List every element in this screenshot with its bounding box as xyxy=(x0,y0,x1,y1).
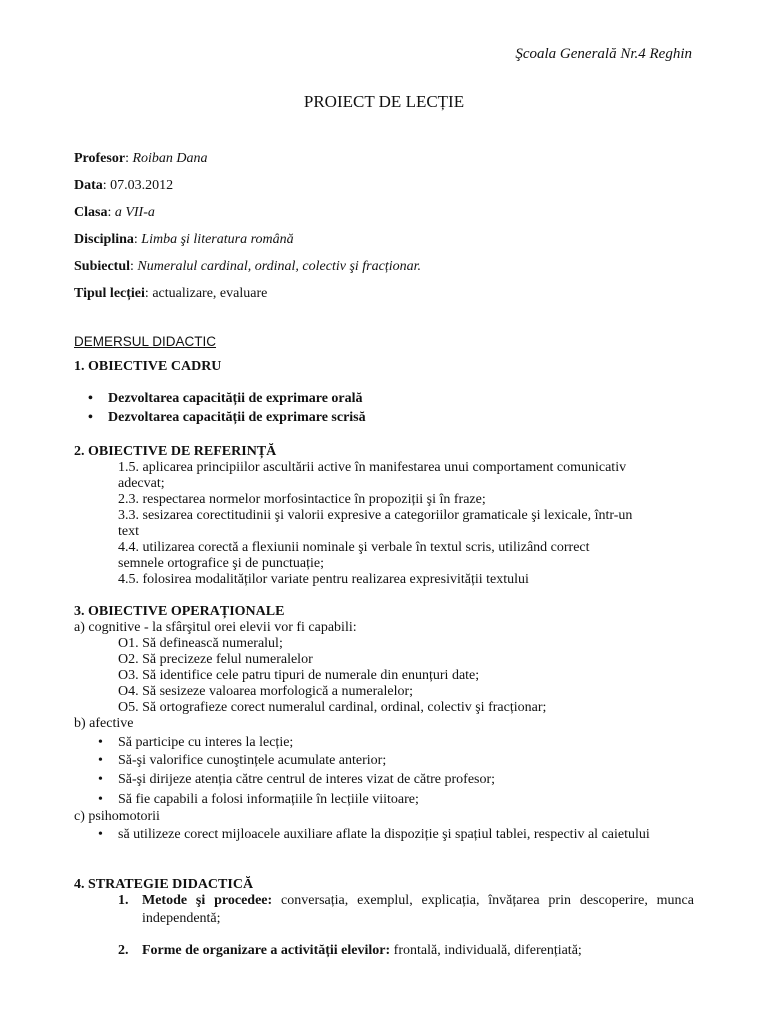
list-item: • Să-şi dirijeze atenția către centrul de interes vizat de către profesor; xyxy=(118,771,495,789)
list-item: 4.5. folosirea modalităților variate pentru realizarea expresivității textului xyxy=(118,572,529,587)
list-item: O5. Să ortografieze corect numeralul cardinal, ordinal, colectiv şi fracționar; xyxy=(118,700,547,715)
section-2-heading: 2. OBIECTIVE DE REFERINȚĂ xyxy=(74,444,277,459)
list-item: adecvat; xyxy=(118,476,165,491)
info-data: Data: 07.03.2012 xyxy=(74,178,174,193)
psihomotorii-label: c) psihomotorii xyxy=(74,809,160,824)
info-value: Numeralul cardinal, ordinal, colectiv şi fracționar. xyxy=(137,259,422,274)
section-3-heading: 3. OBIECTIVE OPERAȚIONALE xyxy=(74,604,285,619)
info-profesor: Profesor: Roiban Dana xyxy=(74,151,208,166)
list-item: O2. Să precizeze felul numeralelor xyxy=(118,652,313,667)
cognitive-label: a) cognitive - la sfârşitul orei elevii vor fi capabili: xyxy=(74,620,357,635)
section-1-heading: 1. OBIECTIVE CADRU xyxy=(74,359,222,374)
strategy-value: conversația, exemplul, explicația, învățarea prin descoperire, munca independentă; xyxy=(142,893,694,926)
list-item: 4.4. utilizarea corectă a flexiunii nominale şi verbale în textul scris, utilizând correct xyxy=(118,540,590,555)
list-item: 1.5. aplicarea principiilor ascultării active în manifestarea unui comportament comunicativ xyxy=(118,460,627,475)
info-label: Profesor xyxy=(74,151,126,166)
list-item: semnele ortografice şi de punctuație; xyxy=(118,556,325,571)
list-number: 1. xyxy=(118,893,129,908)
section-4-heading: 4. STRATEGIE DIDACTICĂ xyxy=(74,877,254,892)
info-value: a VII-a xyxy=(114,205,155,220)
info-label: Tipul lecției xyxy=(74,286,145,301)
strategy-label: Metode şi procedee xyxy=(142,893,268,908)
list-item: • Să fie capabili a folosi informațiile în lecțiile viitoare; xyxy=(118,791,419,809)
info-disciplina: Disciplina: Limba şi literatura română xyxy=(74,232,294,247)
info-subiectul: Subiectul: Numeralul cardinal, ordinal, colectiv şi fracționar. xyxy=(74,259,422,274)
info-label: Data xyxy=(74,178,103,193)
list-item: • să utilizeze corect mijloacele auxiliare aflate la dispoziție şi spațiul tablei, respectiv al caietului xyxy=(118,826,694,844)
info-value: Limba şi literatura română xyxy=(141,232,294,247)
info-value: actualizare, evaluare xyxy=(152,286,268,301)
list-item: • Dezvoltarea capacității de exprimare scrisă xyxy=(108,409,366,427)
info-label: Clasa xyxy=(74,205,108,220)
section-demersul-didactic: DEMERSUL DIDACTIC xyxy=(74,334,217,349)
list-item xyxy=(142,892,694,928)
info-value: 07.03.2012 xyxy=(110,178,174,193)
info-label: Subiectul xyxy=(74,259,131,274)
list-item: 3.3. sesizarea corectitudinii şi valorii expresive a categoriilor gramaticale şi lexicale, într-un xyxy=(118,508,633,523)
list-item xyxy=(142,942,582,960)
strategy-colon: : xyxy=(267,893,273,908)
list-item: text xyxy=(118,524,139,539)
school-name: Şcoala Generală Nr.4 Reghin xyxy=(515,46,692,62)
strategy-value: frontală, individuală, diferențiată; xyxy=(393,943,582,958)
list-item: • Să participe cu interes la lecție; xyxy=(118,734,293,752)
list-number: 2. xyxy=(118,943,129,958)
list-item: 2.3. respectarea normelor morfosintactice în propoziții şi în fraze; xyxy=(118,492,486,507)
page-title: PROIECT DE LECȚIE xyxy=(303,92,465,111)
strategy-label: Forme de organizare a activității elevilor: xyxy=(142,943,391,958)
list-item: O1. Să definească numeralul; xyxy=(118,636,283,651)
info-clasa: Clasa: a VII-a xyxy=(74,205,155,220)
list-item: O4. Să sesizeze valoarea morfologică a numeralelor; xyxy=(118,684,414,699)
list-item: O3. Să identifice cele patru tipuri de numerale din enunțuri date; xyxy=(118,668,480,683)
afective-label: b) afective xyxy=(74,716,134,731)
list-item: • Dezvoltarea capacității de exprimare orală xyxy=(108,390,363,408)
list-item: • Să-şi valorifice cunoştințele acumulate anterior; xyxy=(118,752,386,770)
info-label: Disciplina xyxy=(74,232,134,247)
info-tipul-lectiei: Tipul lecției: actualizare, evaluare xyxy=(74,286,268,301)
info-value: Roiban Dana xyxy=(132,151,208,166)
